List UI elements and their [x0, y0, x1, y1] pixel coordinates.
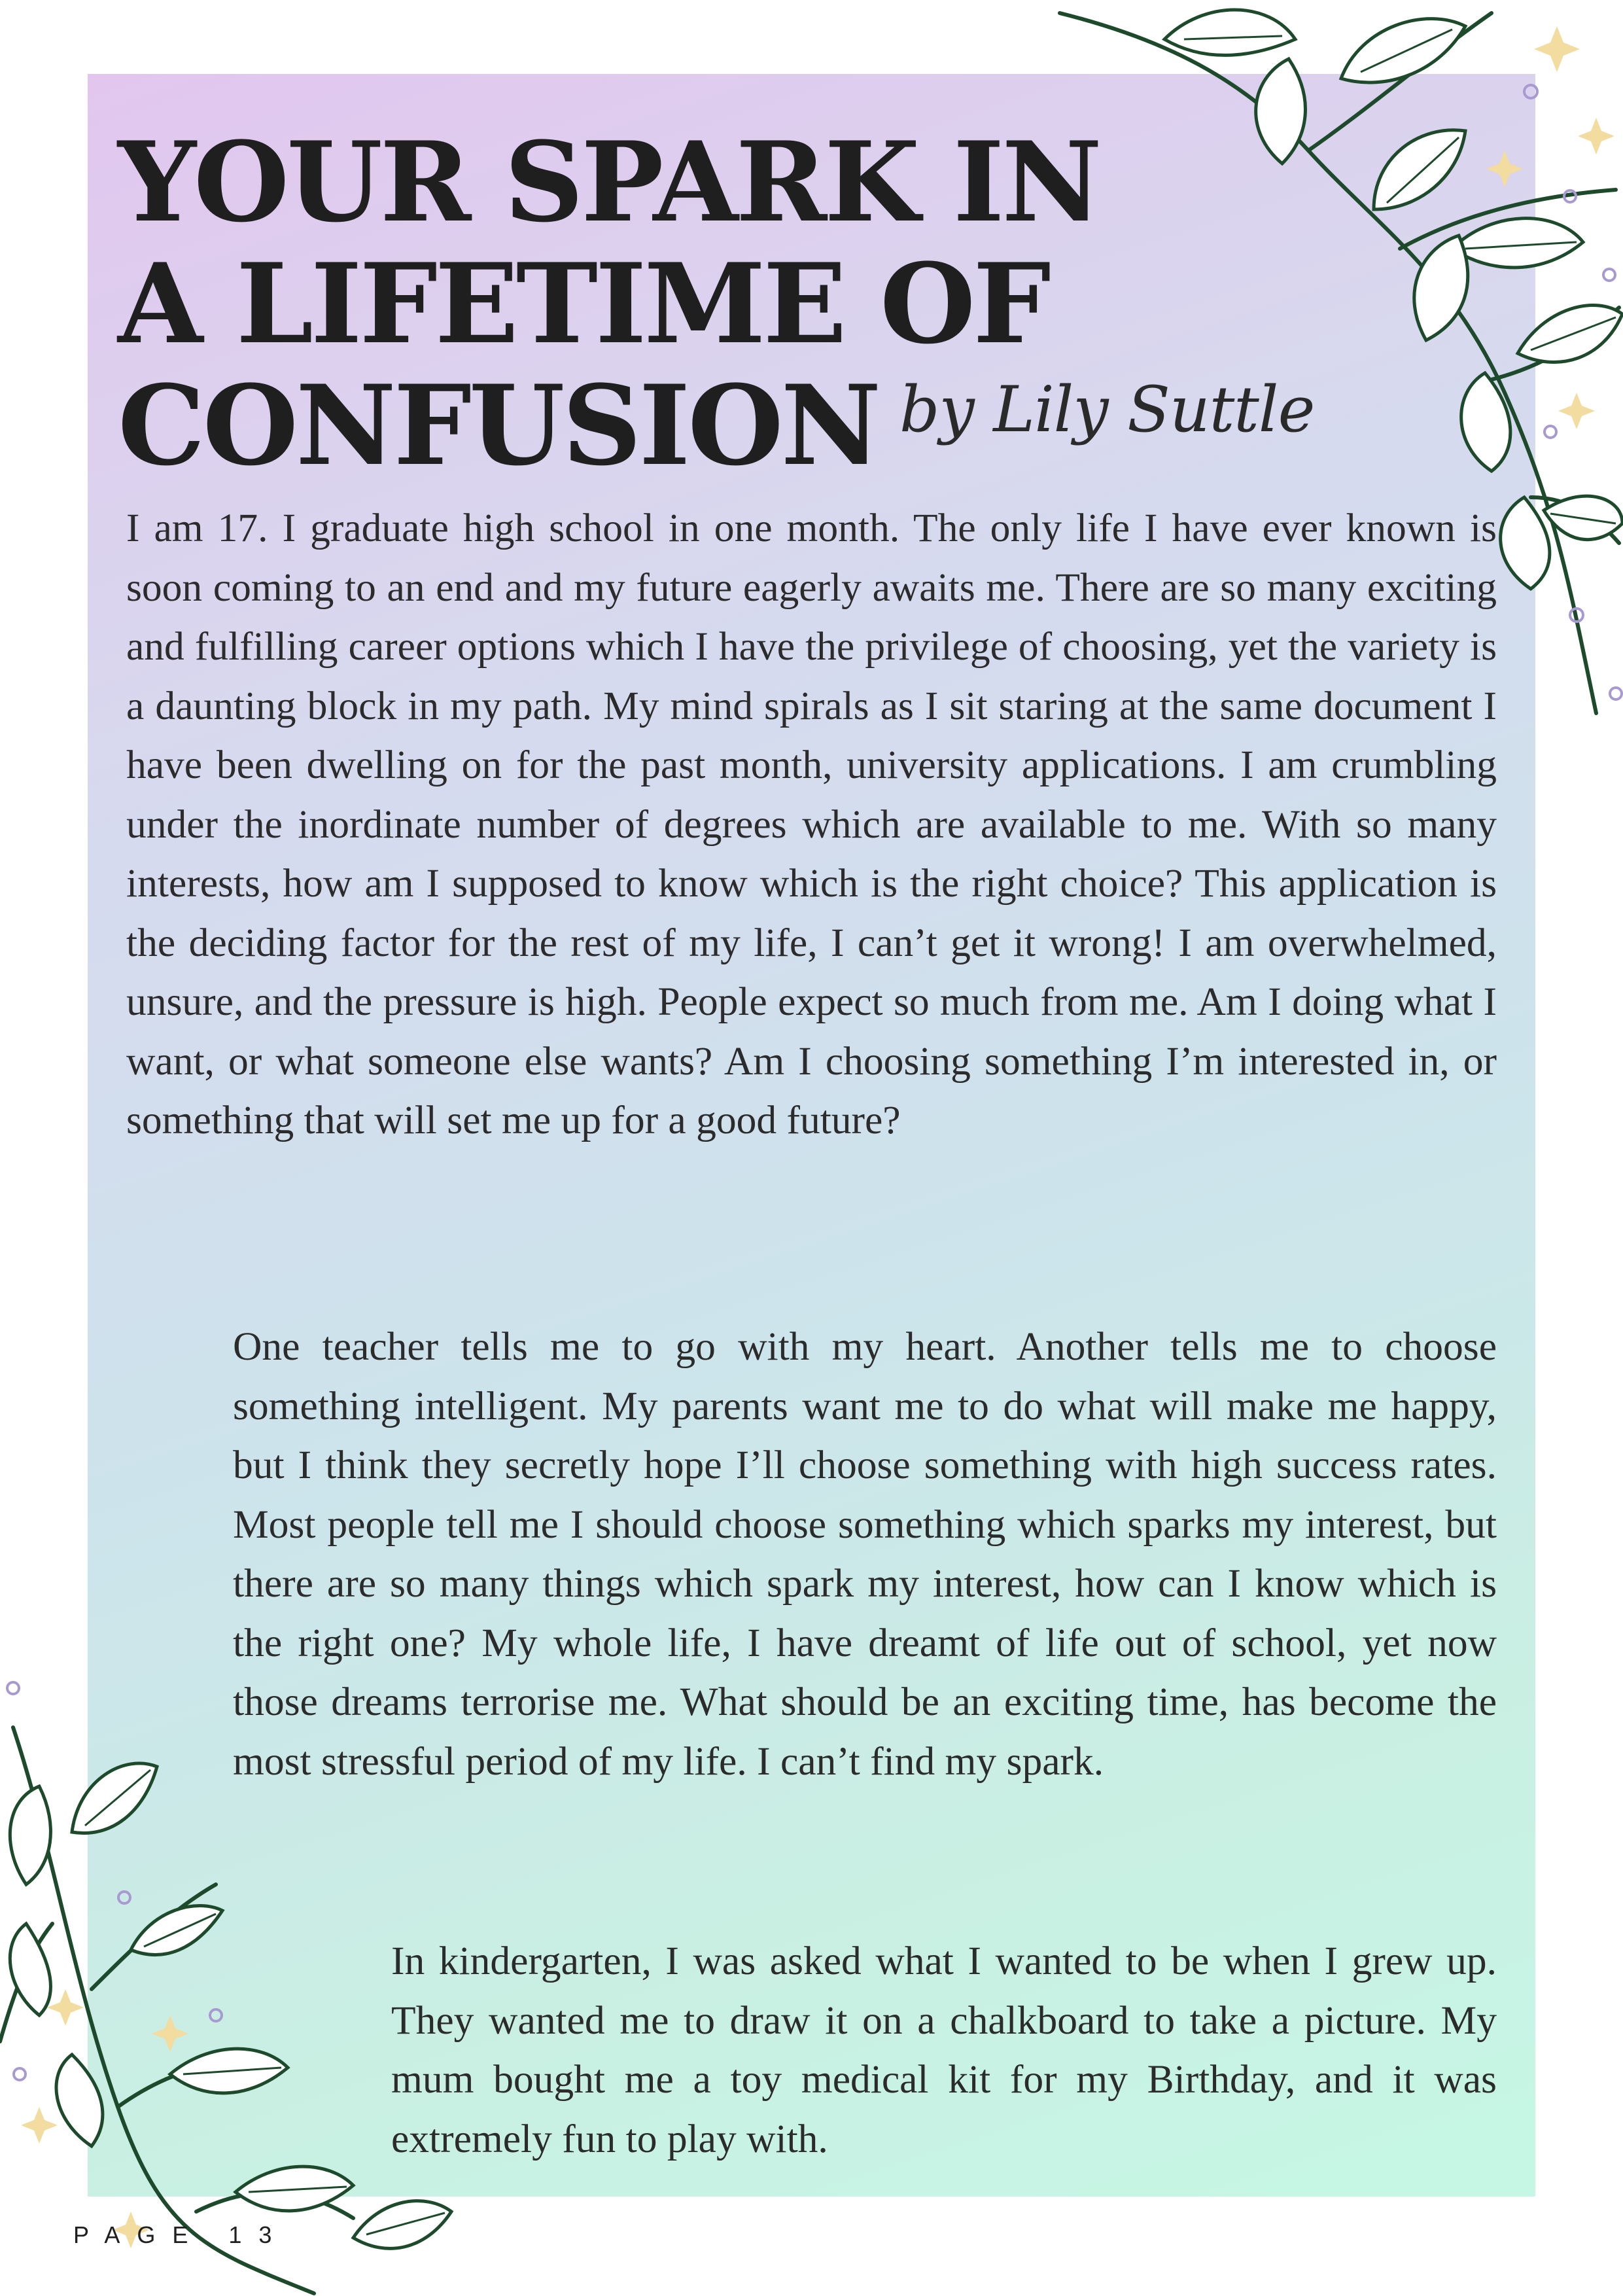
- leaf-vine-top-right-illustration: [1034, 0, 1623, 720]
- paragraph-2: One teacher tells me to go with my heart. Another tells me to choose something intelligent. My parents want me to do what will make me happy, but I think they secretly hope I’ll choose something with high success rates. Most people tell me I should choose something which sparks my interest, but there are so many things which spark my interest, how can I know which is the right one? My whole life, I have dreamt of life out of school, yet now those dreams terrorise me. What should be an exciting time, has become the most stressful period of my life. I can’t find my spark.: [233, 1324, 1497, 1784]
- title-line-2: A LIFETIME OF: [118, 239, 1049, 368]
- paragraph-3: In kindergarten, I was asked what I wanted to be when I grew up. They wanted me to draw it on a chalkboard to take a picture. My mum bought me a toy medical kit for my Birthday, and it was extremely fun to play with.: [391, 1939, 1497, 2161]
- leaf-vine-bottom-left-illustration: [0, 1649, 471, 2296]
- page-number-label: PAGE 13: [73, 2221, 289, 2248]
- paragraph-1: I am 17. I graduate high school in one month. The only life I have ever known is soon coming to an end and my future eagerly awaits me. There are so many exciting and fulfilling career options which I have the privilege of choosing, yet the variety is a daunting block in my path. My mind spirals as I sit staring at the same document I have been dwelling on for the past month, university applications. I am crumbling under the inordinate number of degrees which are available to me. With so many interests, how am I supposed to know which is the right choice? This application is the deciding factor for the rest of my life, I can’t get it wrong! I am overwhelmed, unsure, and the pressure is high. People expect so much from me. Am I doing what I want, or what someone else wants? Am I choosing something I’m interested in, or something that will set me up for a good future?: [126, 506, 1497, 1142]
- title-line-1: YOUR SPARK IN: [118, 117, 1100, 247]
- title-line-3: CONFUSION: [118, 361, 879, 490]
- author-byline: by Lily Suttle: [899, 373, 1315, 446]
